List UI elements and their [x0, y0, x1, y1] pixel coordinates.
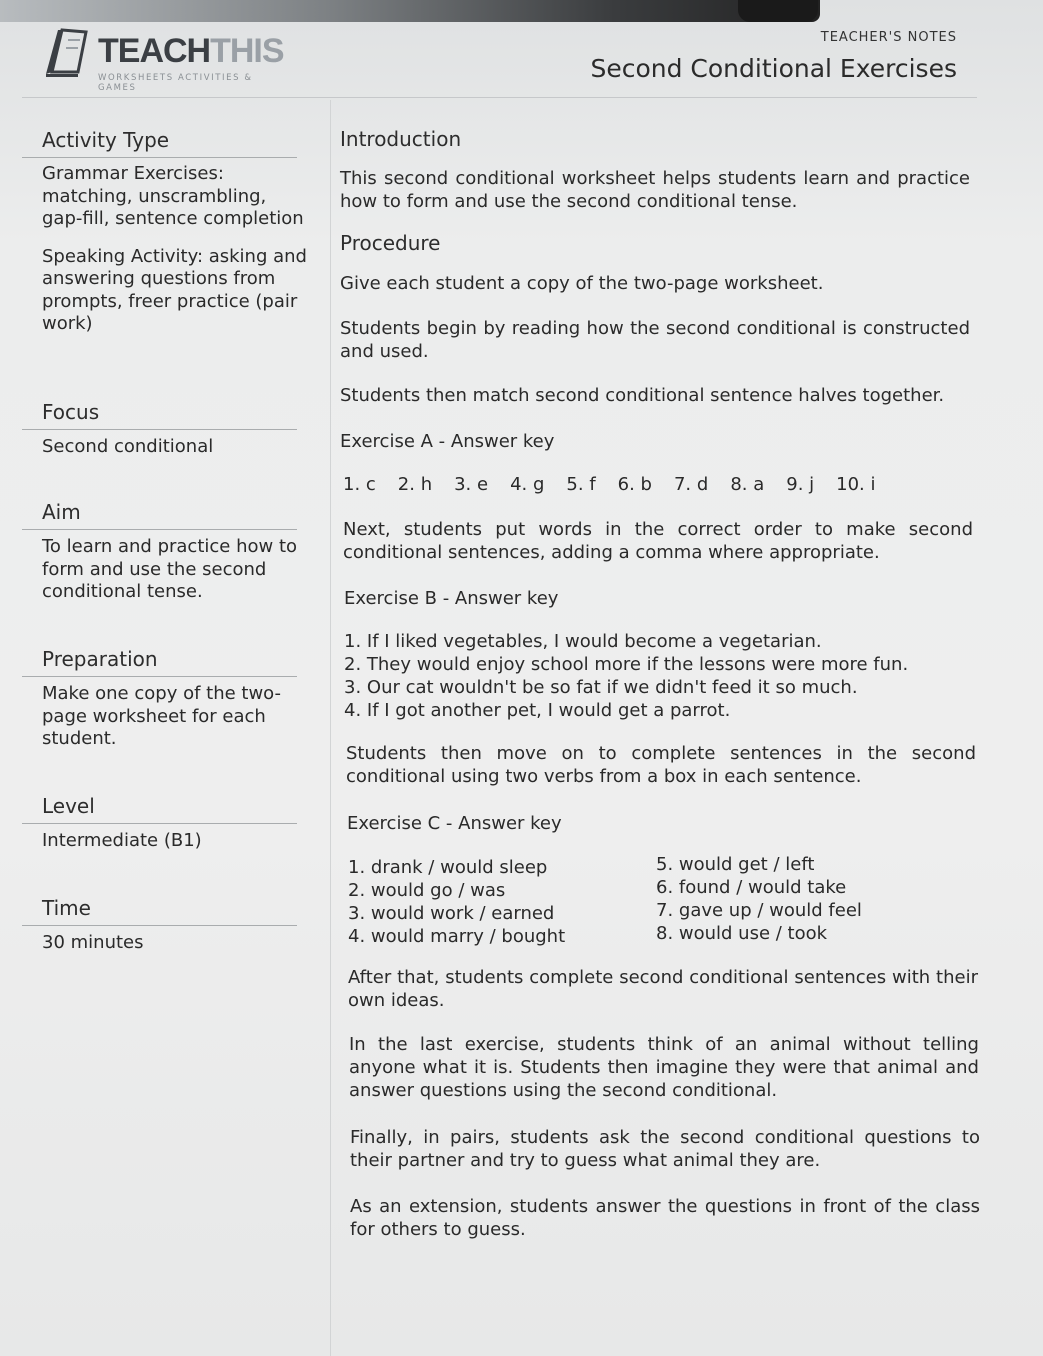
exercise-a-heading: Exercise A - Answer key	[340, 431, 555, 452]
activity-type-speaking: Speaking Activity: asking and answering questions from prompts, freer practice (pair work)	[42, 245, 307, 334]
preparation-section	[42, 647, 307, 751]
procedure-heading-block	[340, 232, 970, 255]
list-item: 3. would work / earned	[348, 903, 555, 924]
introduction-heading: Introduction	[340, 127, 462, 151]
level-text: Intermediate (B1)	[42, 830, 202, 851]
answer-item: 1. c	[343, 474, 376, 495]
list-item: 6. found / would take	[656, 877, 847, 898]
aim-section	[42, 500, 307, 604]
procedure-step	[350, 1126, 980, 1172]
teachers-notes-label: TEACHER'S NOTES	[820, 30, 957, 45]
exercise-c-section	[347, 812, 977, 835]
exercise-b-answer-list	[344, 630, 974, 722]
level-heading: Level	[42, 794, 95, 818]
procedure-step	[343, 518, 973, 564]
section-divider	[22, 529, 297, 530]
introduction-section	[340, 128, 970, 213]
procedure-text: In the last exercise, students think of an animal without telling anyone what it is. Students then imagine they were that animal and answer questions using the second conditional.	[349, 1034, 979, 1101]
column-divider	[330, 100, 331, 1356]
activity-type-grammar: Grammar Exercises: matching, unscrambling, gap-fill, sentence completion	[42, 163, 304, 229]
header-divider	[22, 97, 977, 98]
page-title: Second Conditional Exercises	[590, 54, 957, 83]
list-item: 8. would use / took	[656, 923, 828, 944]
preparation-heading: Preparation	[42, 647, 158, 671]
procedure-step	[349, 1033, 979, 1102]
answer-item: 8. a	[730, 474, 765, 495]
section-divider	[22, 676, 297, 677]
answer-item: 2. h	[397, 474, 433, 495]
exercise-a-answer-key	[343, 474, 898, 495]
answer-item: 9. j	[786, 474, 815, 495]
section-divider	[22, 925, 297, 926]
procedure-text: Finally, in pairs, students ask the second conditional questions to their partner and try to guess what animal they are.	[350, 1127, 980, 1171]
procedure-text: Students then move on to complete sentences in the second conditional using two verbs from a box in each sentence.	[346, 743, 976, 787]
list-item: 2. would go / was	[348, 880, 506, 901]
section-divider	[22, 429, 297, 430]
level-section	[42, 794, 307, 853]
procedure-step	[340, 384, 970, 407]
procedure-text: After that, students complete second conditional sentences with their own ideas.	[348, 967, 978, 1011]
answer-item: 4. g	[510, 474, 545, 495]
list-item: 5. would get / left	[656, 854, 815, 875]
procedure-step	[350, 1195, 980, 1241]
procedure-step	[346, 742, 976, 788]
procedure-text: Students begin by reading how the second conditional is constructed and used.	[340, 318, 970, 362]
list-item: 1. drank / would sleep	[348, 857, 548, 878]
section-divider	[22, 157, 297, 158]
exercise-c-answer-list-right	[656, 853, 956, 945]
book-logo-icon	[42, 26, 92, 78]
teach-this-logo	[42, 26, 292, 93]
procedure-text: As an extension, students answer the questions in front of the class for others to guess.	[350, 1196, 980, 1240]
preparation-text: Make one copy of the two-page worksheet for each student.	[42, 683, 282, 749]
exercise-a-heading-block	[340, 430, 970, 453]
list-item: 3. Our cat wouldn't be so fat if we didn't feed it so much.	[344, 677, 858, 698]
list-item: 2. They would enjoy school more if the lessons were more fun.	[344, 654, 909, 675]
aim-heading: Aim	[42, 500, 81, 524]
answer-item: 10. i	[836, 474, 876, 495]
answer-item: 3. e	[454, 474, 489, 495]
aim-text: To learn and practice how to form and use the second conditional tense.	[42, 536, 298, 602]
procedure-step	[340, 317, 970, 363]
procedure-step	[340, 272, 970, 295]
exercise-b-heading: Exercise B - Answer key	[344, 588, 559, 609]
exercise-c-answer-list-left	[348, 856, 648, 948]
procedure-step	[348, 966, 978, 1012]
procedure-text: Students then match second conditional sentence halves together.	[340, 385, 945, 406]
time-text: 30 minutes	[42, 932, 144, 953]
answer-item: 7. d	[673, 474, 709, 495]
list-item: 4. would marry / bought	[348, 926, 566, 947]
answer-item: 6. b	[617, 474, 652, 495]
section-divider	[22, 823, 297, 824]
clipboard-clip-knob	[738, 0, 818, 22]
answer-item: 5. f	[566, 474, 596, 495]
exercise-c-heading: Exercise C - Answer key	[347, 813, 562, 834]
activity-type-section	[42, 128, 307, 336]
focus-section	[42, 400, 307, 459]
procedure-heading: Procedure	[340, 231, 441, 255]
logo-tagline: WORKSHEETS ACTIVITIES & GAMES	[98, 73, 253, 93]
focus-heading: Focus	[42, 400, 100, 424]
logo-wordmark: TEACHTHIS	[98, 32, 284, 70]
exercise-b-section	[344, 587, 974, 722]
list-item: 4. If I got another pet, I would get a parrot.	[344, 700, 731, 721]
time-heading: Time	[42, 896, 91, 920]
introduction-text: This second conditional worksheet helps students learn and practice how to form and use the second conditional tense.	[340, 168, 970, 212]
procedure-text: Next, students put words in the correct order to make second conditional sentences, adding a comma where appropriate.	[343, 519, 973, 563]
clipboard-clip	[0, 0, 820, 22]
list-item: 1. If I liked vegetables, I would become a vegetarian.	[344, 631, 822, 652]
focus-text: Second conditional	[42, 436, 214, 457]
activity-type-heading: Activity Type	[42, 128, 170, 152]
time-section	[42, 896, 307, 955]
list-item: 7. gave up / would feel	[656, 900, 862, 921]
procedure-text: Give each student a copy of the two-page worksheet.	[340, 273, 824, 294]
